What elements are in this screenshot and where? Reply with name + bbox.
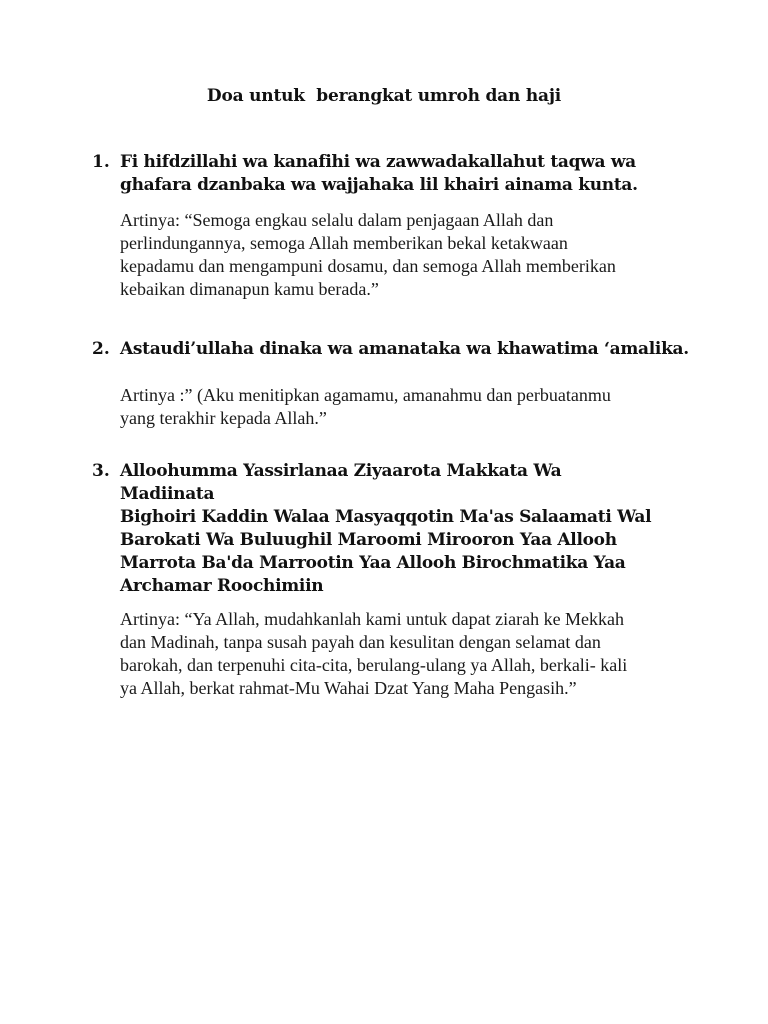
prayer-line: Alloohumma Yassirlanaa Ziyaarota Makkata Wa Madiinata — [120, 461, 562, 504]
translation-text — [120, 209, 692, 301]
prayer-text — [120, 151, 692, 197]
prayer-text — [120, 338, 692, 361]
translation-text — [120, 384, 692, 430]
prayer-line: Astaudi’ullaha dinaka wa amanataka wa khawatima ‘amalika. — [120, 339, 689, 359]
translation-line: dan Madinah, tanpa susah payah dan kesulitan dengan selamat dan — [120, 632, 601, 652]
list-item — [92, 338, 692, 430]
translation-line: Artinya: “Ya Allah, mudahkanlah kami untuk dapat ziarah ke Mekkah — [120, 609, 625, 629]
list-item — [92, 460, 692, 700]
prayer-line: Barokati Wa Buluughil Maroomi Mirooron Yaa Allooh — [120, 530, 617, 550]
prayer-text — [120, 460, 660, 598]
translation-line: Artinya: “Semoga engkau selalu dalam penjagaan Allah dan — [120, 210, 554, 230]
translation-line: barokah, dan terpenuhi cita-cita, berulang-ulang ya Allah, berkali- kali — [120, 655, 628, 675]
prayer-line: Archamar Roochimiin — [120, 576, 324, 596]
translation-line: perlindungannya, semoga Allah memberikan bekal ketakwaan — [120, 233, 568, 253]
item-number: 3. — [92, 461, 110, 481]
document-title: Doa untuk berangkat umroh dan haji — [206, 86, 562, 106]
translation-line: ya Allah, berkat rahmat-Mu Wahai Dzat Yang Maha Pengasih.” — [120, 678, 577, 698]
item-number: 2. — [92, 339, 110, 359]
prayer-line: Fi hifdzillahi wa kanafihi wa zawwadakallahut taqwa wa — [120, 152, 636, 172]
translation-line: kepadamu dan mengampuni dosamu, dan semoga Allah memberikan — [120, 256, 616, 276]
prayer-line: Marrota Ba'da Marrootin Yaa Allooh Birochmatika Yaa — [120, 553, 626, 573]
prayer-line: ghafara dzanbaka wa wajjahaka lil khairi ainama kunta. — [120, 175, 638, 195]
translation-line: kebaikan dimanapun kamu berada.” — [120, 279, 379, 299]
prayer-line: Bighoiri Kaddin Walaa Masyaqqotin Ma'as Salaamati Wal — [120, 507, 652, 527]
list-item — [92, 151, 692, 301]
item-number: 1. — [92, 152, 110, 172]
translation-line: yang terakhir kepada Allah.” — [120, 408, 327, 428]
translation-line: Artinya :” (Aku menitipkan agamamu, amanahmu dan perbuatanmu — [120, 385, 611, 405]
translation-text — [120, 608, 692, 700]
